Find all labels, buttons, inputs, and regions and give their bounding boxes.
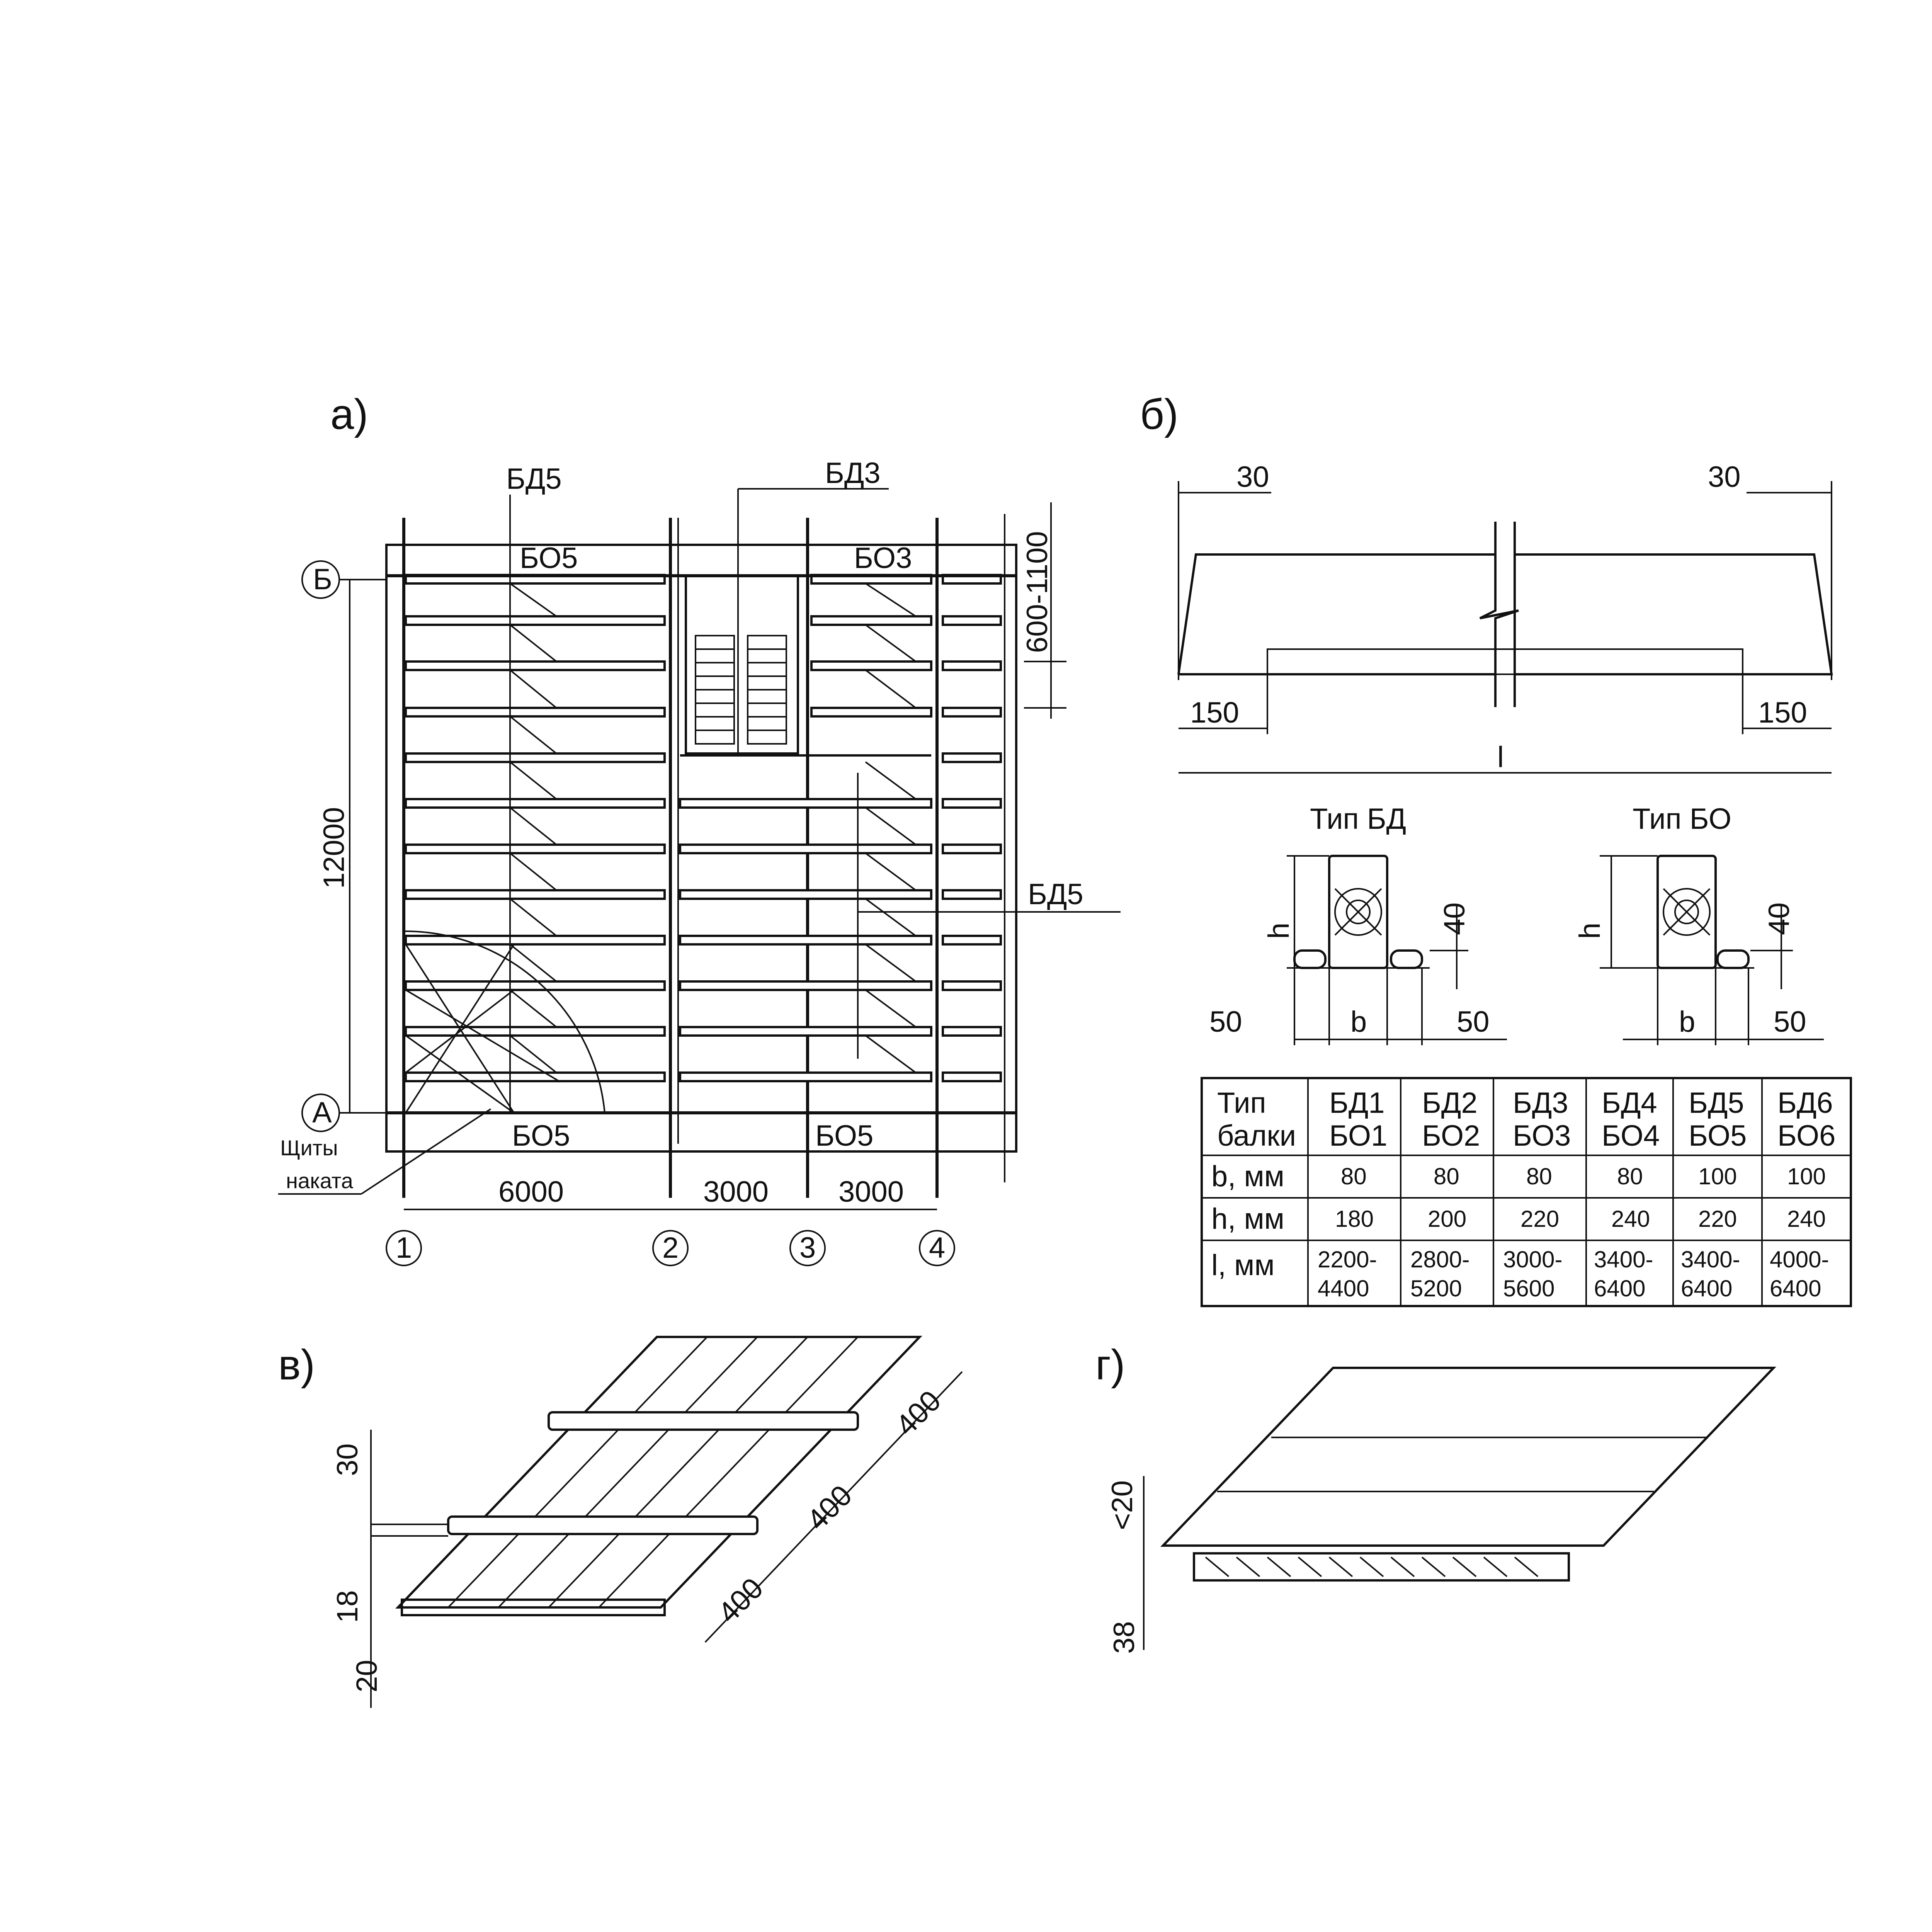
dim-50-bd-left: 50 [1209,1005,1242,1038]
axis-label-4: 4 [929,1231,946,1264]
row-b-col6: 100 [1787,1163,1826,1189]
dim-400-a: 400 [711,1571,770,1630]
row-l-label: l, мм [1211,1249,1275,1282]
section-bo-title: Тип БО [1633,803,1731,835]
th-col4-line1: БД4 [1602,1087,1657,1119]
dim-b-bo: b [1679,1005,1696,1038]
beam-lining [1267,649,1743,674]
row-l-col4-b: 6400 [1594,1276,1646,1301]
label-bd5-right: БД5 [1028,878,1083,911]
section-bd-title: Тип БД [1310,803,1406,835]
row-h-col4: 240 [1611,1206,1650,1232]
label-bo3-top: БО3 [854,542,912,575]
row-b-label: b, мм [1211,1160,1284,1193]
panel-g-rolling [1095,1341,1774,1654]
note-panels-line1: Щиты [280,1136,338,1160]
dim-h-bo: h [1573,922,1606,939]
row-b-col1: 80 [1341,1163,1367,1189]
row-l-col2-b: 5200 [1410,1276,1462,1301]
row-l-col3-a: 3000- [1503,1247,1563,1272]
rolling-panels-area [404,931,605,1113]
dim-50-bo: 50 [1774,1005,1806,1038]
th-col3-line1: БД3 [1513,1087,1568,1119]
panel-v-rolling [278,1337,962,1708]
plank-hatching [510,583,916,1073]
dim-150-left: 150 [1190,696,1239,729]
label-bd3: БД3 [825,457,881,490]
dim-6000: 6000 [498,1175,564,1208]
row-h-col6: 240 [1787,1206,1826,1232]
dim-50-bd-right: 50 [1457,1005,1490,1038]
th-type-line2: балки [1217,1119,1296,1152]
dim-l: l [1497,741,1504,774]
th-col3-line2: БО3 [1513,1119,1571,1152]
dim-30-v: 30 [331,1443,364,1476]
axis-label-2: 2 [662,1231,679,1264]
dim-38-g: 38 [1108,1621,1141,1654]
panel-a-label: а) [330,391,368,438]
dim-3000-a: 3000 [703,1175,769,1208]
row-l-col2-a: 2800- [1410,1247,1470,1272]
axis-label-3: 3 [799,1231,816,1264]
cross-board-bottom [448,1517,757,1534]
dim-150-right: 150 [1758,696,1807,729]
th-col1-line1: БД1 [1329,1087,1385,1119]
dim-30-right: 30 [1708,461,1741,493]
dim-b-bd: b [1350,1005,1367,1038]
note-panels-line2: наката [286,1168,353,1193]
th-col2-line2: БО2 [1422,1119,1480,1152]
panel-b-beam [1140,391,1832,1045]
row-h-col1: 180 [1335,1206,1374,1232]
row-b-col4: 80 [1617,1163,1643,1189]
label-bd5-top: БД5 [506,463,562,495]
dim-18-v: 18 [331,1590,364,1623]
th-col6-line2: БО6 [1777,1119,1836,1152]
th-col1-line2: БО1 [1329,1119,1388,1152]
row-l-col5-a: 3400- [1681,1247,1740,1272]
rolling-panel-surface [398,1337,920,1607]
dim-20-v: 20 [350,1660,383,1692]
row-b-col2: 80 [1434,1163,1459,1189]
panel-b-label: б) [1140,391,1179,438]
board-panel-edge [1194,1553,1569,1580]
dim-400-b: 400 [800,1479,859,1537]
row-b-col3: 80 [1526,1163,1552,1189]
th-col6-line1: БД6 [1777,1087,1833,1119]
row-l-col3-b: 5600 [1503,1276,1555,1301]
row-l-col5-b: 6400 [1681,1276,1733,1301]
th-type-line1: Тип [1217,1087,1266,1119]
label-bo5-top: БО5 [520,542,578,575]
dim-h-bd: h [1262,922,1295,939]
panel-g-label: г) [1095,1341,1125,1389]
th-col4-line2: БО4 [1602,1119,1660,1152]
floor-beams-bay-3 [943,575,1001,1081]
row-l-col1-b: 4400 [1318,1276,1369,1301]
dim-30-left: 30 [1236,461,1269,493]
row-l-col1-a: 2200- [1318,1247,1377,1272]
th-col5-line1: БД5 [1689,1087,1744,1119]
dim-40-bo: 40 [1763,902,1796,935]
th-col5-line2: БО5 [1689,1119,1747,1152]
board-panel-surface [1163,1368,1774,1546]
th-col2-line1: БД2 [1422,1087,1478,1119]
dim-600-1100: 600-1100 [1021,531,1054,653]
panel-v-label: в) [278,1341,315,1389]
row-h-label: h, мм [1211,1202,1284,1235]
cross-board-top [549,1412,858,1430]
break-line-left [1480,522,1519,707]
axis-label-b: Б [313,563,332,596]
dim-40-bd: 40 [1438,902,1471,935]
row-l-col6-a: 4000- [1770,1247,1829,1272]
panel-a-plan [278,391,1121,1265]
row-l-col4-a: 3400- [1594,1247,1653,1272]
dim-12000: 12000 [318,807,350,889]
axis-label-1: 1 [396,1231,412,1264]
beam-table [1202,1078,1851,1306]
row-h-col3: 220 [1520,1206,1560,1232]
row-b-col5: 100 [1698,1163,1737,1189]
dim-3000-b: 3000 [838,1175,904,1208]
axis-label-a: А [312,1096,332,1129]
dim-20-g: <20 [1106,1480,1139,1530]
label-bo5-bottom-right: БО5 [815,1119,874,1152]
row-h-col2: 200 [1428,1206,1467,1232]
row-l-col6-b: 6400 [1770,1276,1821,1301]
stair-opening [686,576,798,753]
label-bo5-bottom-left: БО5 [512,1119,570,1152]
dim-400-c: 400 [889,1384,947,1442]
row-h-col5: 220 [1698,1206,1737,1232]
